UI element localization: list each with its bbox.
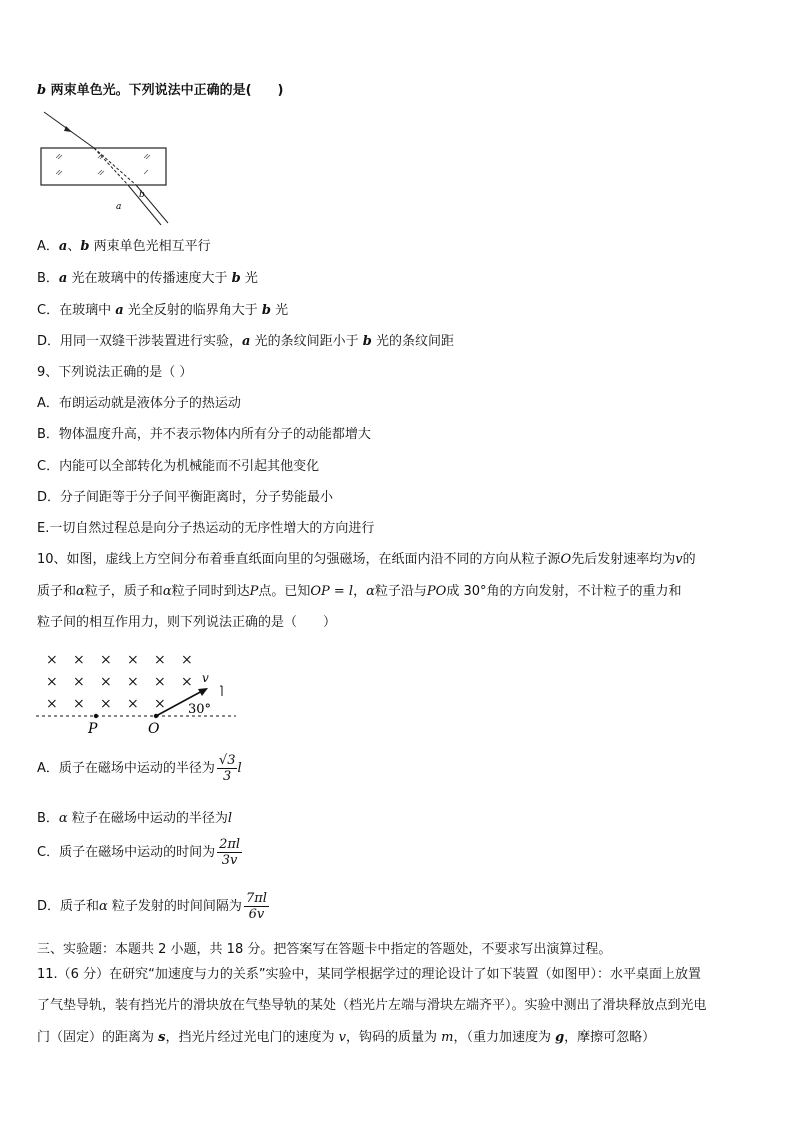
field-cross-mark: × (127, 674, 139, 690)
field-cross-mark: × (46, 652, 58, 668)
field-cross-mark: × (154, 696, 166, 712)
field-cross-mark: × (73, 696, 85, 712)
q10-magnetic-field-figure (36, 646, 236, 740)
label-b: b (139, 190, 145, 200)
q10-stem-line2: 质子和α粒子，质子和α粒子同时到达P点。已知OP = l，α粒子沿与PO成 30°角的方向发射，不计粒子的重力和 (37, 584, 682, 599)
q10-option-b: B．α 粒子在磁场中运动的半径为l (37, 811, 233, 826)
field-cross-mark: × (154, 674, 166, 690)
field-cross-mark: × (100, 652, 112, 668)
q9-option-e: E.一切自然过程总是向分子热运动的无序性增大的方向进行 (37, 521, 375, 536)
section-heading: 三、实验题：本题共 2 小题，共 18 分。把答案写在答题卡中指定的答题处，不要求写出演算过程。 (37, 942, 612, 957)
fraction: $\frac{√3}{3}$ (218, 753, 236, 784)
var-b: b (37, 83, 47, 98)
field-cross-mark: × (181, 674, 193, 690)
q9-option-c: C．内能可以全部转化为机械能而不引起其他变化 (37, 459, 320, 474)
field-cross-mark: × (181, 652, 193, 668)
field-cross-mark: × (73, 652, 85, 668)
q8-option-a: A．a、b 两束单色光相互平行 (37, 239, 211, 254)
q10-stem-line1: 10、如图，虚线上方空间分布着垂直纸面向里的匀强磁场，在纸面内沿不同的方向从粒子源O先后发射速率均为v的 (37, 552, 696, 567)
field-cross-mark: × (154, 652, 166, 668)
fraction: $\frac{7\pi l}{6v}$ (245, 891, 267, 922)
label-O: O (148, 721, 160, 737)
q11-line1: 11.（6 分）在研究“加速度与力的关系”实验中，某同学根据学过的理论设计了如下装置（如图甲）：水平桌面上放置 (37, 967, 702, 982)
label-a: a (116, 202, 122, 212)
q8-option-b: B．a 光在玻璃中的传播速度大于 b 光 (37, 271, 258, 286)
field-cross-mark: × (127, 696, 139, 712)
q8-glass-slab-figure (36, 108, 176, 228)
fraction: $\frac{2\pi l}{3v}$ (219, 837, 241, 868)
q8-option-c: C．在玻璃中 a 光全反射的临界角大于 b 光 (37, 303, 289, 318)
label-v: v (202, 671, 209, 685)
q11-line2: 了气垫导轨，装有挡光片的滑块放在气垫导轨的某处（档光片左端与滑块左端齐平）。实验中测出了滑块释放点到光电 (37, 998, 707, 1013)
field-cross-mark: × (127, 652, 139, 668)
q10-option-d: D．质子和α 粒子发射的时间间隔为 $\frac{7\pi l}{6v}$ (37, 891, 267, 922)
field-cross-mark: × (46, 674, 58, 690)
label-angle: 30° (188, 702, 212, 717)
q9-option-a: A．布朗运动就是液体分子的热运动 (37, 396, 241, 411)
q8-option-d: D．用同一双缝干涉装置进行实验，a 光的条纹间距小于 b 光的条纹间距 (37, 334, 454, 349)
field-cross-mark: × (46, 696, 58, 712)
q8-stem: b 两束单色光。下列说法中正确的是( ) (37, 83, 284, 98)
field-cross-mark: × (100, 696, 112, 712)
q9-option-d: D．分子间距等于分子间平衡距离时，分子势能最小 (37, 490, 334, 505)
field-cross-mark: × (100, 674, 112, 690)
q10-option-c: C．质子在磁场中运动的时间为 $\frac{2\pi l}{3v}$ (37, 837, 241, 868)
q10-stem-line3: 粒子间的相互作用力，则下列说法正确的是（ ） (37, 615, 337, 630)
q9-stem: 9、下列说法正确的是（ ） (37, 365, 193, 380)
q9-option-b: B．物体温度升高，并不表示物体内所有分子的动能都增大 (37, 427, 371, 442)
field-cross-mark: × (73, 674, 85, 690)
q10-option-a: A．质子在磁场中运动的半径为 $\frac{√3}{3}$ l (37, 753, 242, 784)
q11-line3: 门（固定）的距离为 s，挡光片经过光电门的速度为 v，钩码的质量为 m，（重力加速度为 g，摩擦可忽略） (37, 1030, 656, 1045)
label-P: P (88, 721, 98, 737)
